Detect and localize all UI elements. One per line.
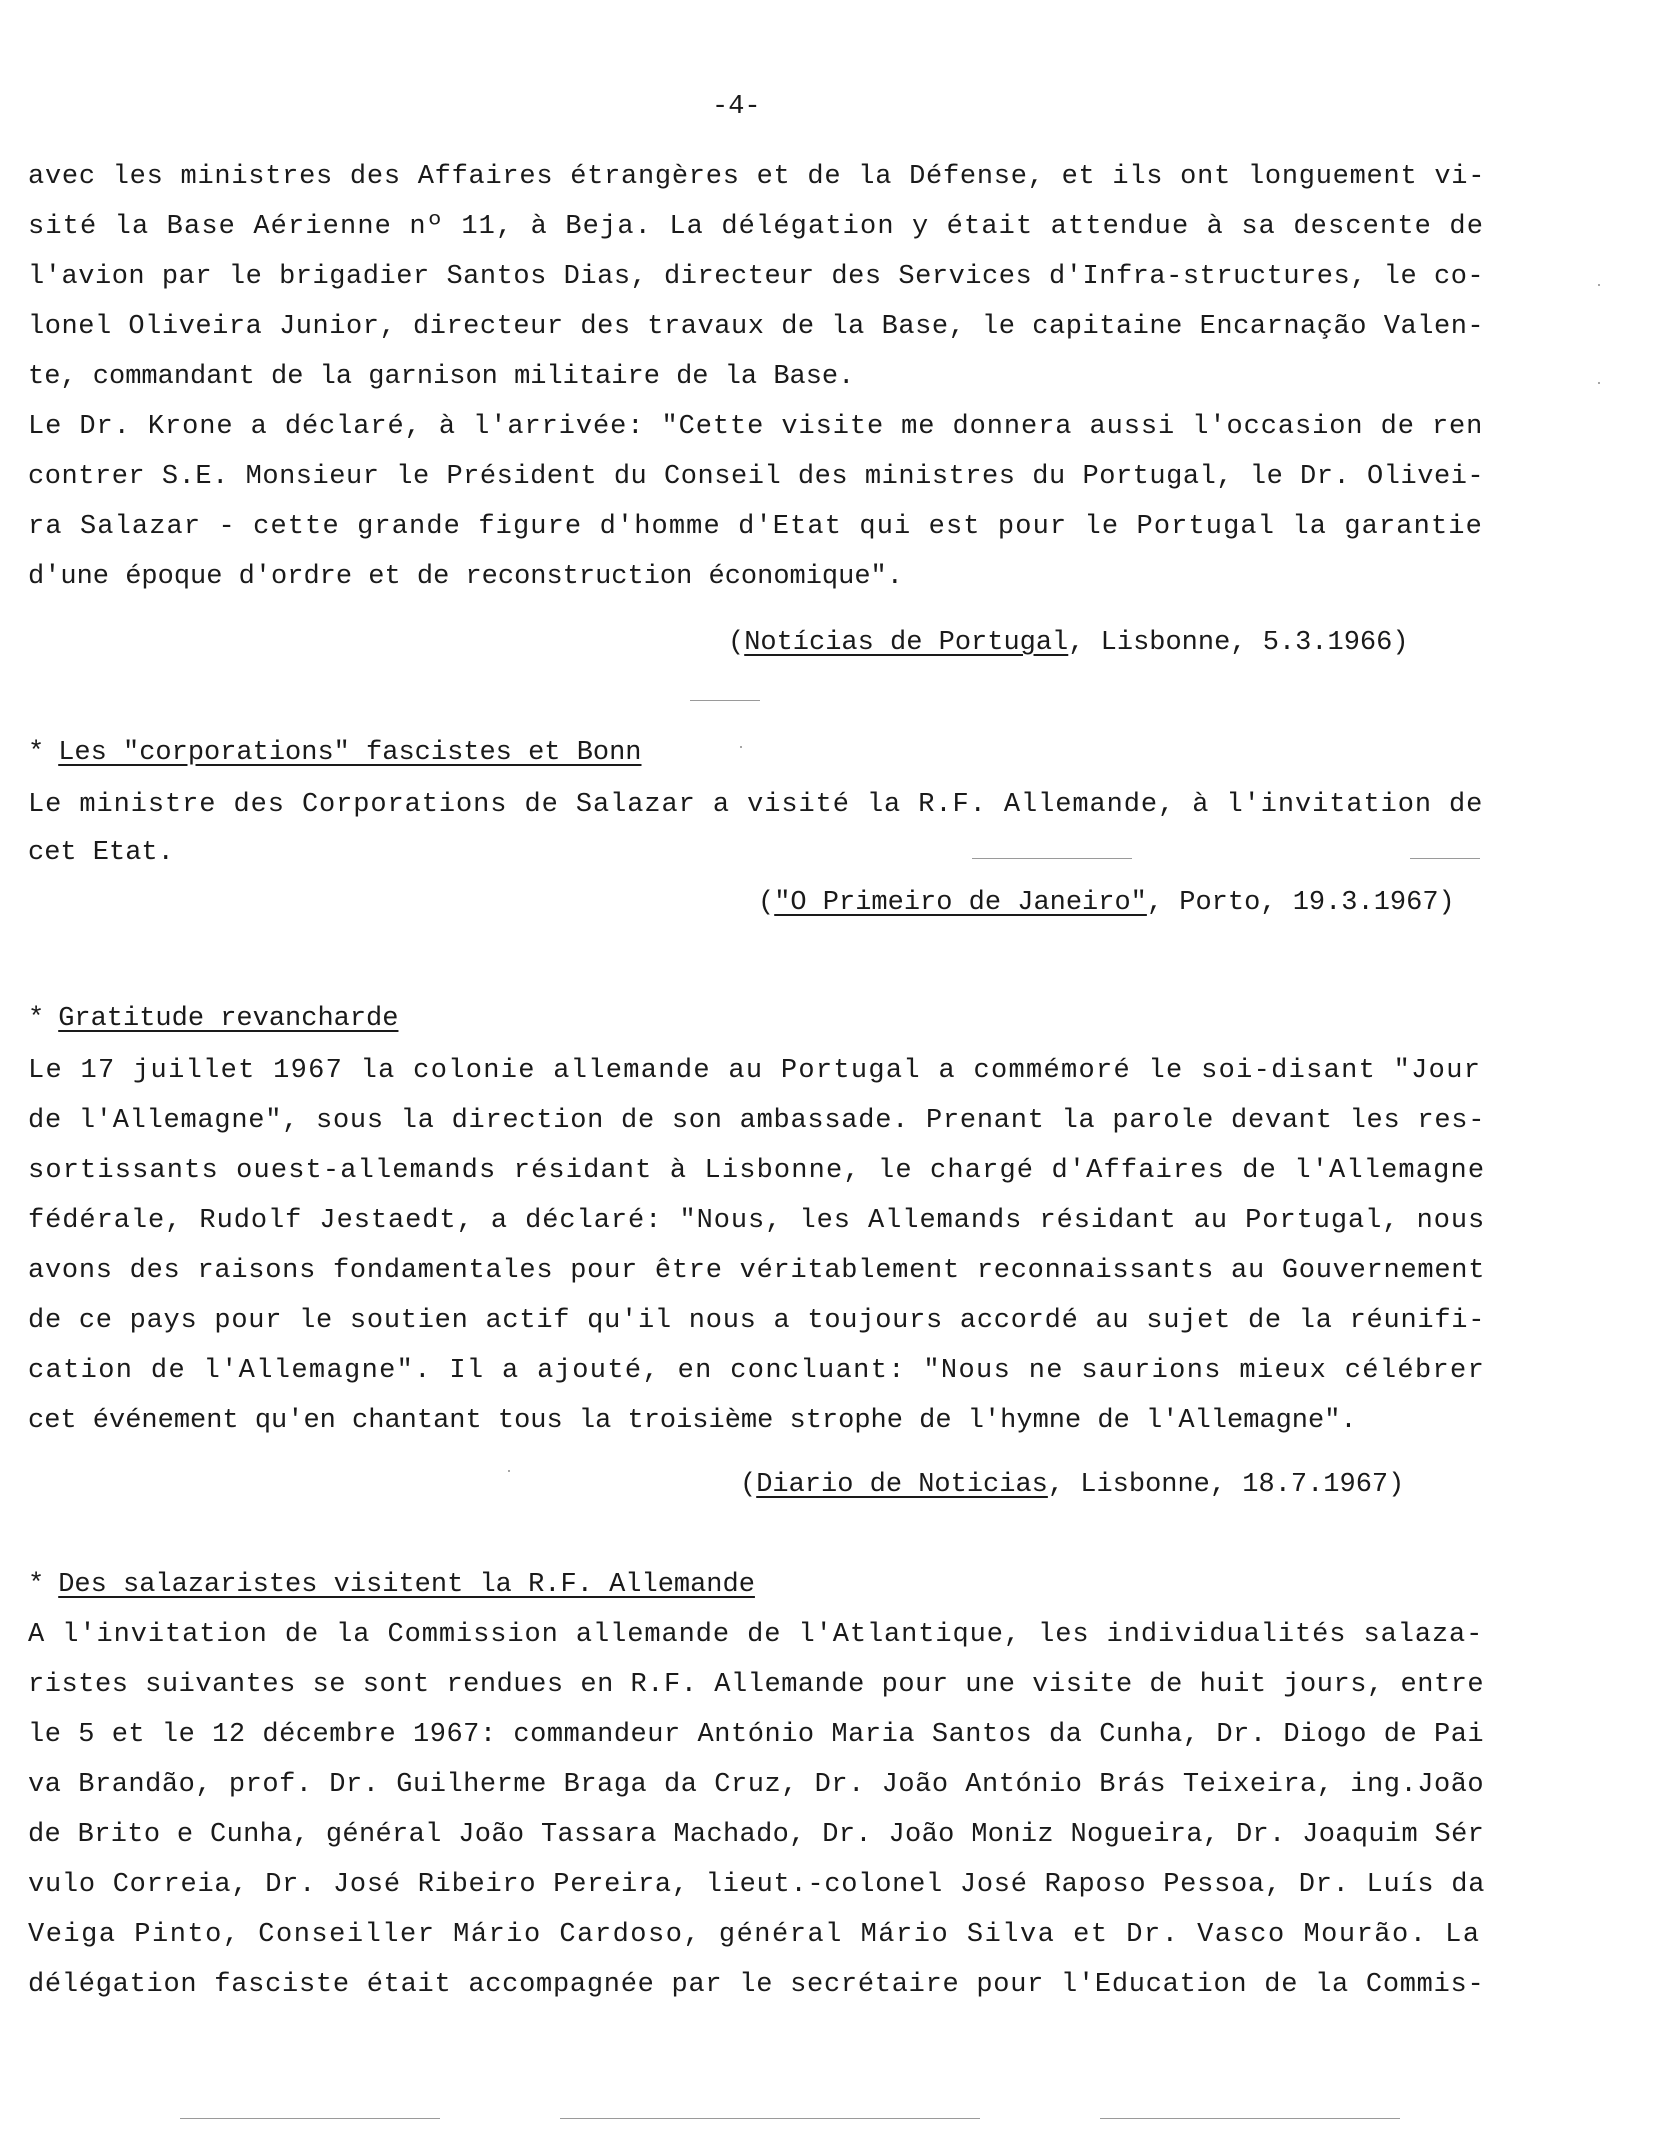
text-line: délégation fasciste était accompagnée par le secrétaire pour l'Education de la Commis- (28, 1970, 1485, 2000)
text-line: sortissants ouest-allemands résidant à Lisbonne, le chargé d'Affaires de l'Allemagne (28, 1156, 1486, 1186)
scan-speck (508, 1470, 510, 1472)
text-line: vulo Correia, Dr. José Ribeiro Pereira, lieut.-colonel José Raposo Pessoa, Dr. Luís da (28, 1870, 1486, 1900)
text-line: le 5 et le 12 décembre 1967: commandeur António Maria Santos da Cunha, Dr. Diogo de Pai (28, 1720, 1485, 1750)
text-line: cet Etat. (28, 838, 174, 868)
source-citation: ("O Primeiro de Janeiro", Porto, 19.3.1967) (758, 888, 1455, 918)
scan-mark (1410, 858, 1480, 859)
scan-mark (560, 2118, 980, 2119)
text-line: sité la Base Aérienne nº 11, à Beja. La délégation y était attendue à sa descente de (28, 212, 1485, 242)
scan-speck (740, 746, 742, 748)
heading-text: Gratitude revancharde (58, 1004, 399, 1034)
section-heading (28, 1004, 398, 1034)
scan-speck (1598, 284, 1600, 286)
text-line: cation de l'Allemagne". Il a ajouté, en concluant: "Nous ne saurions mieux célébrer (28, 1356, 1486, 1386)
heading-text: Des salazaristes visitent la R.F. Allemande (58, 1570, 755, 1600)
source-title: Notícias de Portugal (744, 628, 1069, 658)
page-number: -4- (712, 92, 761, 122)
text-line: Le Dr. Krone a déclaré, à l'arrivée: "Cette visite me donnera aussi l'occasion de ren (28, 412, 1484, 442)
text-line: d'une époque d'ordre et de reconstruction économique". (28, 562, 903, 592)
text-line: cet événement qu'en chantant tous la troisième strophe de l'hymne de l'Allemagne". (28, 1406, 1357, 1436)
section-heading (28, 738, 642, 768)
source-title: "O Primeiro de Janeiro" (774, 888, 1147, 918)
text-line: avons des raisons fondamentales pour être véritablement reconnaissants au Gouvernement (28, 1256, 1486, 1286)
scan-mark (972, 858, 1132, 859)
text-line: ra Salazar - cette grande figure d'homme d'Etat qui est pour le Portugal la garantie (28, 512, 1483, 542)
text-line: lonel Oliveira Junior, directeur des travaux de la Base, le capitaine Encarnação Valen- (28, 312, 1485, 342)
source-title: Diario de Noticias (756, 1470, 1048, 1500)
text-line: contrer S.E. Monsieur le Président du Conseil des ministres du Portugal, le Dr. Olivei- (28, 462, 1485, 492)
text-line: fédérale, Rudolf Jestaedt, a déclaré: "Nous, les Allemands résidant au Portugal, nous (28, 1206, 1486, 1236)
section-heading (28, 1570, 755, 1600)
text-line: de Brito e Cunha, général João Tassara Machado, Dr. João Moniz Nogueira, Dr. Joaquim Sér (28, 1820, 1485, 1850)
text-line: te, commandant de la garnison militaire de la Base. (28, 362, 855, 392)
text-line: Le ministre des Corporations de Salazar a visité la R.F. Allemande, à l'invitation de (28, 790, 1484, 820)
text-line: Veiga Pinto, Conseiller Mário Cardoso, général Mário Silva et Dr. Vasco Mourão. La (28, 1920, 1481, 1950)
scan-mark (1100, 2118, 1400, 2119)
text-line: Le 17 juillet 1967 la colonie allemande au Portugal a commémoré le soi-disant "Jour (28, 1056, 1482, 1086)
text-line: A l'invitation de la Commission allemande de l'Atlantique, les individualités salaza- (28, 1620, 1484, 1650)
source-citation: (Diario de Noticias, Lisbonne, 18.7.1967) (740, 1470, 1405, 1500)
heading-text: Les "corporations" fascistes et Bonn (58, 738, 642, 768)
text-line: l'avion par le brigadier Santos Dias, directeur des Services d'Infra-structures, le co- (28, 262, 1485, 292)
source-citation: (Notícias de Portugal, Lisbonne, 5.3.1966) (728, 628, 1409, 658)
scan-mark (690, 700, 760, 701)
text-line: de ce pays pour le soutien actif qu'il nous a toujours accordé au sujet de la réunifi- (28, 1306, 1486, 1336)
text-line: avec les ministres des Affaires étrangères et de la Défense, et ils ont longuement vi- (28, 162, 1486, 192)
bullet-star: * (28, 1570, 45, 1600)
bullet-star: * (28, 738, 45, 768)
bullet-star: * (28, 1004, 45, 1034)
scan-mark (180, 2118, 440, 2119)
text-line: va Brandão, prof. Dr. Guilherme Braga da Cruz, Dr. João António Brás Teixeira, ing.João (28, 1770, 1485, 1800)
scan-speck (1598, 382, 1600, 384)
text-line: de l'Allemagne", sous la direction de son ambassade. Prenant la parole devant les res- (28, 1106, 1486, 1136)
text-line: ristes suivantes se sont rendues en R.F. Allemande pour une visite de huit jours, entre (28, 1670, 1485, 1700)
